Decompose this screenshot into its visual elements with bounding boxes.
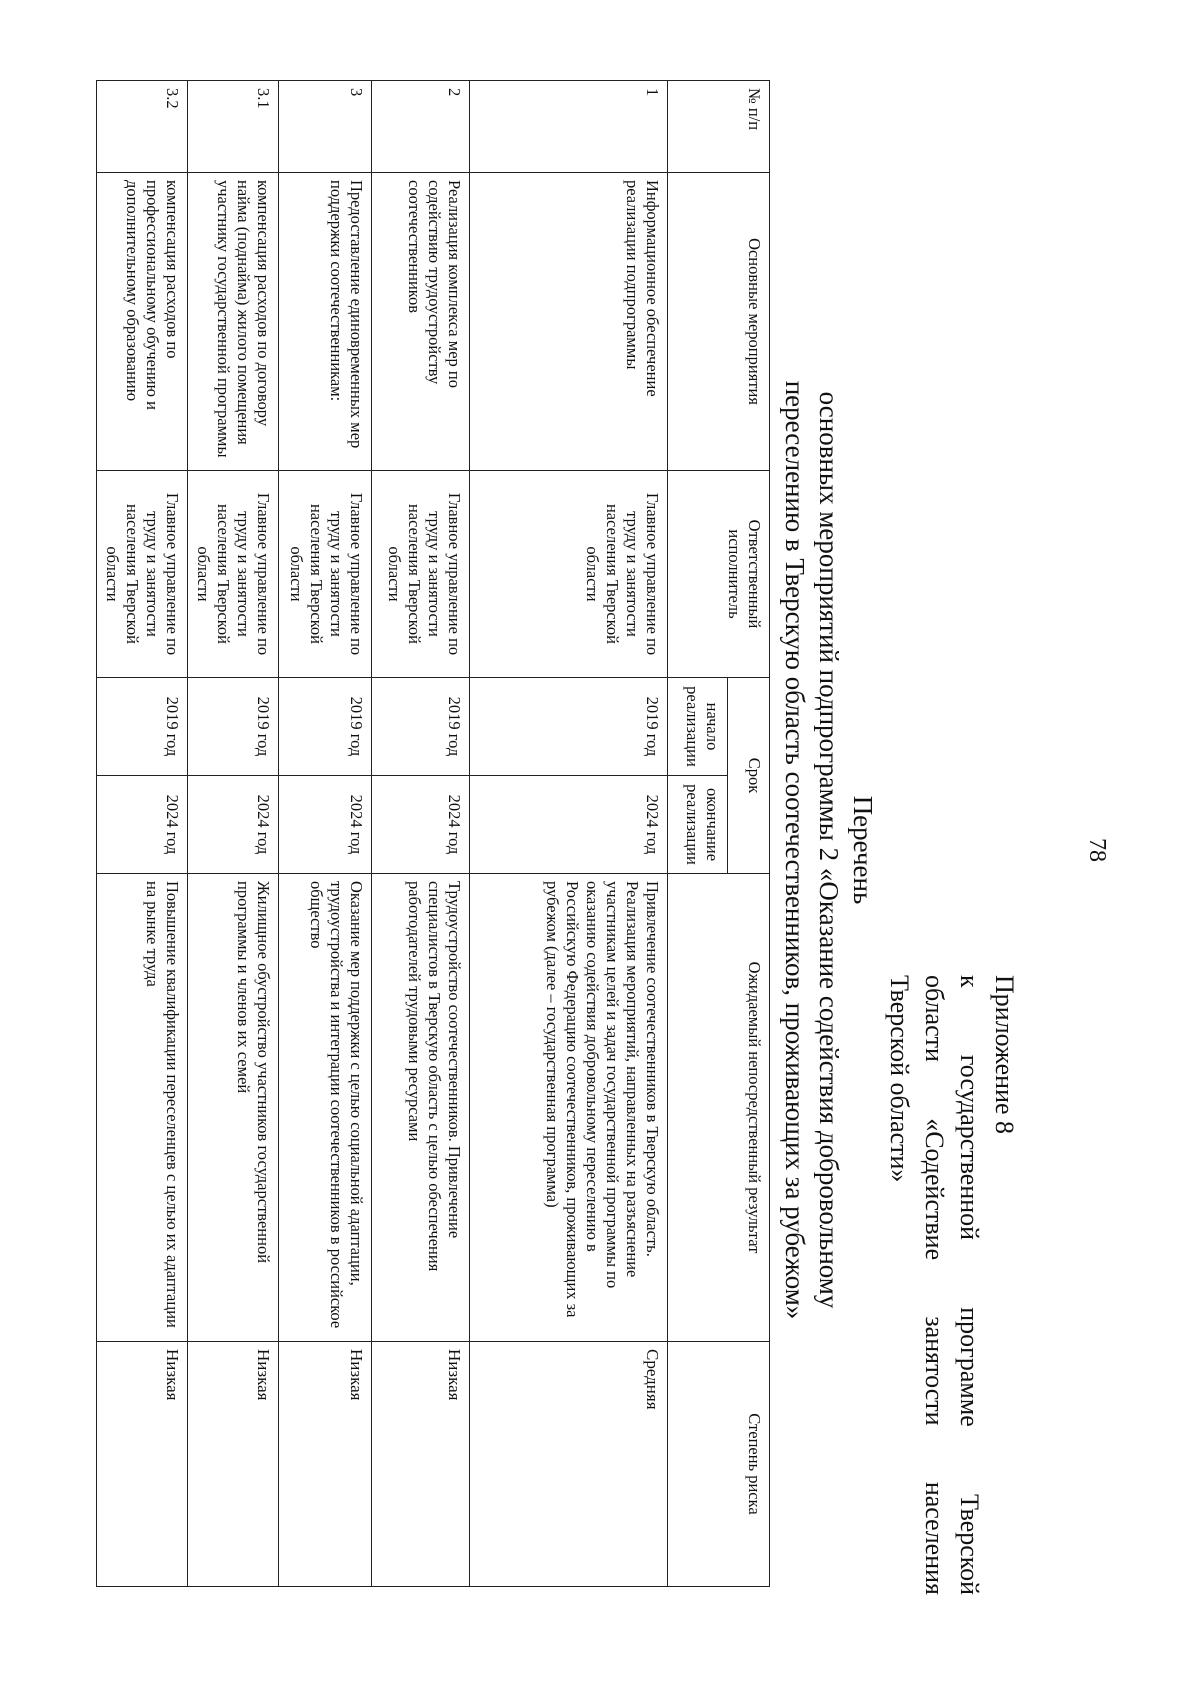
- header-executor: Ответственный исполнитель: [668, 471, 770, 678]
- annex-line-2: области «Содействие занятости населения: [920, 975, 949, 1595]
- cell-num: 3.1: [188, 81, 279, 173]
- table-row: [372, 81, 470, 1587]
- header-period: Срок: [728, 678, 770, 874]
- header-start: начало реализации: [668, 678, 728, 776]
- cell-risk: Низкая: [372, 1342, 470, 1587]
- header-num: № п/п: [668, 81, 770, 173]
- cell-activity: компенсация расходов по профессиональному обучению и дополнительному образованию: [97, 173, 188, 471]
- cell-start: 2019 год: [470, 678, 668, 776]
- cell-result: Повышение квалификации переселенцев с целью их адаптации на рынке труда: [97, 874, 188, 1342]
- cell-activity: Информационное обеспечение реализации подпрограммы: [470, 173, 668, 471]
- header-result: Ожидаемый непосредственный результат: [668, 874, 770, 1342]
- cell-activity: Предоставление единовременных мер поддержки соотечественникам:: [279, 173, 372, 471]
- table-row: [97, 81, 188, 1587]
- cell-num: 2: [372, 81, 470, 173]
- cell-executor: Главное управление по труду и занятости населения Тверской области: [470, 471, 668, 678]
- cell-end: 2024 год: [188, 776, 279, 874]
- cell-start: 2019 год: [372, 678, 470, 776]
- cell-start: 2019 год: [279, 678, 372, 776]
- annex-block: [882, 975, 1022, 1595]
- cell-risk: Средняя: [470, 1342, 668, 1587]
- header-risk: Степень риска: [668, 1342, 770, 1587]
- table-row: [188, 81, 279, 1587]
- cell-end: 2024 год: [97, 776, 188, 874]
- cell-result: Трудоустройство соотечественников. Привлечение специалистов в Тверскую область с целью обеспечения работодателей трудовыми ресурсами: [372, 874, 470, 1342]
- annex-title: Приложение 8: [990, 975, 1019, 1135]
- cell-risk: Низкая: [97, 1342, 188, 1587]
- cell-end: 2024 год: [372, 776, 470, 874]
- annex-line-1: к государственной программе Тверской: [955, 975, 984, 1595]
- cell-num: 3: [279, 81, 372, 173]
- cell-end: 2024 год: [279, 776, 372, 874]
- table-row: [470, 81, 668, 1587]
- cell-activity: Реализация комплекса мер по содействию трудоустройству соотечественников: [372, 173, 470, 471]
- cell-result: Привлечение соотечественников в Тверскую область. Реализация мероприятий, направленных на разъяснение участникам целей и задач государственной программы по оказанию содействия добровольному переселению в Российскую Федерацию соотечественников, проживающих за рубежом (далее – государственная программа): [470, 874, 668, 1342]
- heading-title: Перечень: [848, 795, 878, 905]
- cell-start: 2019 год: [97, 678, 188, 776]
- measures-table: [96, 80, 770, 1587]
- document-heading: [778, 230, 880, 1470]
- cell-risk: Низкая: [279, 1342, 372, 1587]
- heading-subtitle: основных мероприятий подпрограммы 2 «Оказание содействия добровольному переселению в Тверскую область соотечественников, проживающих за рубежом»: [780, 380, 844, 1320]
- cell-result: Оказание мер поддержки с целью социальной адаптации, трудоустройства и интеграции соотечественников в российское общество: [279, 874, 372, 1342]
- cell-end: 2024 год: [470, 776, 668, 874]
- cell-result: Жилищное обустройство участников государственной программы и членов их семей: [188, 874, 279, 1342]
- cell-risk: Низкая: [188, 1342, 279, 1587]
- table-row: [279, 81, 372, 1587]
- cell-executor: Главное управление по труду и занятости населения Тверской области: [279, 471, 372, 678]
- cell-start: 2019 год: [188, 678, 279, 776]
- table-header: [668, 81, 770, 1587]
- cell-num: 1: [470, 81, 668, 173]
- cell-executor: Главное управление по труду и занятости населения Тверской области: [188, 471, 279, 678]
- page-number: 78: [1084, 838, 1110, 862]
- header-activity: Основные мероприятия: [668, 173, 770, 471]
- cell-num: 3.2: [97, 81, 188, 173]
- cell-executor: Главное управление по труду и занятости населения Тверской области: [372, 471, 470, 678]
- cell-activity: компенсация расходов по договору найма (поднайма) жилого помещения участнику государственной программы: [188, 173, 279, 471]
- header-end: окончание реализации: [668, 776, 728, 874]
- cell-executor: Главное управление по труду и занятости населения Тверской области: [97, 471, 188, 678]
- annex-line-3: Тверской области»: [885, 975, 914, 1183]
